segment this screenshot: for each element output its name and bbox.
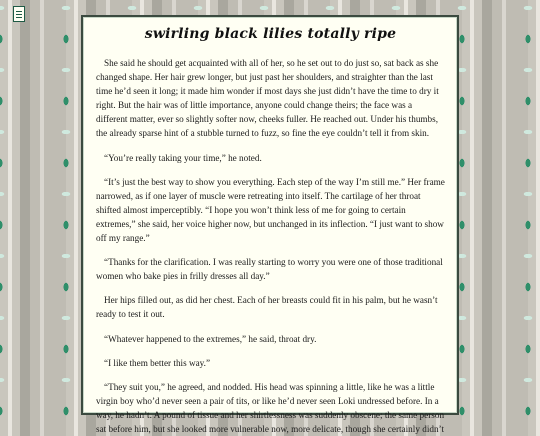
document-icon[interactable] xyxy=(13,6,25,22)
story-paragraph: “They suit you,” he agreed, and nodded. His head was spinning a little, like he was a little virgin boy who’d never seen a pair of tits, or like he’d never seen Loki undressed before. In a way, he hadn’t. A pound of tissue and her shirtlessness was suddenly obscene; the same person sat before him, but she looked more vulnerable now, more delicate, though she certainly didn’t xyxy=(96,381,445,434)
story-title: swirling black lilies totally ripe xyxy=(144,26,397,42)
story-paragraph: “Thanks for the clarification. I was really starting to worry you were one of those traditional women who bake pies in frilly dresses all day.” xyxy=(96,257,443,282)
story-paragraph: She said he should get acquainted with all of her, so he set out to do just so, sat back as she changed shape. Her hair grew longer, but just past her shoulders, and straighter than the last time he’d seen it long; it made him wonder if most days she just didn’t have the time to dry it right. But the hair was of little importance, anyone could change theirs; the face was a different matter, ever so slightly softer now, cheeks fuller. He reached out. Under his thumbs, the already sparse hint of a stubble turned to fuzz, so fine the eye couldn’t tell it from skin. xyxy=(96,58,439,139)
story-panel xyxy=(81,15,459,434)
story-paragraph: Her hips filled out, as did her chest. Each of her breasts could fit in his palm, but he wasn’t ready to test it out. xyxy=(96,295,438,320)
story-paragraph: “Whatever happened to the extremes,” he said, throat dry. xyxy=(104,333,317,344)
story-paragraph: “I like them better this way.” xyxy=(104,357,211,368)
story-paragraph: “You’re really taking your time,” he noted. xyxy=(104,152,262,163)
story-paragraph: “It’s just the best way to show you everything. Each step of the way I’m still me.” Her frame narrowed, as if one layer of muscle were retreating into itself. The cartilage of her throat shifted almost imperceptibly. “I hope you won’t think less of me for going to certain extremes,” she said, her voice higher now, but unchanged in its inflection. “I just want to show off my range.” xyxy=(96,176,445,244)
